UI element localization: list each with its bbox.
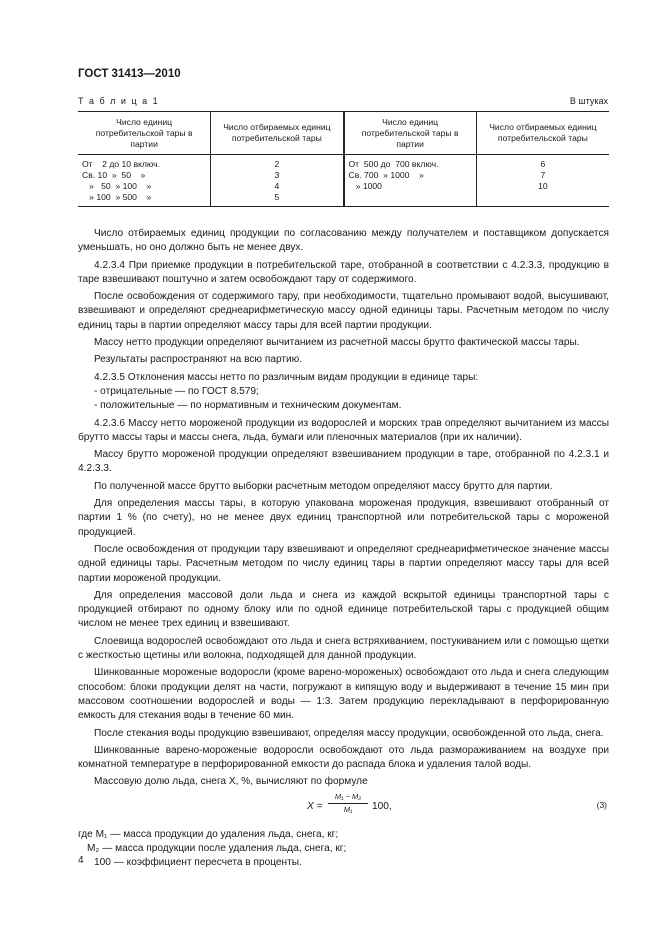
- paragraph: Массу брутто мороженой продукции определяют взвешиванием продукции в таре, отобранной по 4.2.3.1 и 4.2.3.3.: [78, 449, 609, 475]
- cell-value: » 100 » 500 »: [82, 192, 152, 202]
- paragraph: Слоевища водорослей освобождают ото льда и снега встряхиванием, постукиванием или с помощью щетки с жесткостью щетины или волокна, подходящей для данной продукции.: [78, 635, 609, 662]
- table-row: [78, 155, 609, 207]
- paragraph: Для определения массовой доли льда и снега из каждой вскрытой единицы транспортной тары с продукцией отбирают по одному блоку или по одной единице потребительской тары с продукцией общим числом не менее трех единиц и взвешивают.: [78, 589, 609, 630]
- paragraph: 4.2.3.4 При приемке продукции в потребительской таре, отобранной в соответствии с 4.2.3.3, продукцию в таре взвешивают поштучно и затем освобождают тару от содержимого.: [78, 259, 609, 285]
- formula-lhs: X =: [307, 800, 323, 812]
- col-sampled-units-2: [476, 155, 609, 207]
- paragraph: 4.2.3.5 Отклонения массы нетто по различным видам продукции в единице тары:: [94, 371, 479, 383]
- document-body: [78, 227, 609, 871]
- header-batch-units-1: Число единиц потребительской тары в партии: [78, 112, 211, 155]
- paragraph: После освобождения от содержимого тару, при необходимости, тщательно промывают водой, высушивают, взвешивают и определяют среднеарифметическую массу одной единицы тары. Расчетным методом по числу единиц тары в партии определяют массу тары для всей партии продукции.: [78, 291, 609, 331]
- cell-value: » 50 » 100 »: [82, 181, 152, 191]
- paragraph: Шинкованные варено-мороженые водоросли освобождают ото льда размораживанием на воздухе при комнатной температуре в перфорированной емкости до распада блока и удаления талой воды.: [78, 744, 609, 771]
- formula-3: [78, 792, 609, 825]
- col-batch-units-2: [344, 155, 477, 207]
- paragraph: Массу нетто продукции определяют вычитанием из расчетной массы брутто фактической массы тары.: [94, 337, 580, 349]
- formula-denominator: M₁: [343, 804, 353, 814]
- table-caption: Т а б л и ц а 1: [78, 96, 160, 106]
- formula-number: (3): [596, 799, 607, 810]
- cell-value: 2: [274, 159, 280, 169]
- cell-value: От 2 до 10 включ.: [82, 159, 161, 169]
- paragraph: После стекания воды продукцию взвешивают, определяя массу продукции, освобожденной ото льда, снега.: [94, 727, 604, 739]
- paragraph: Массовую долю льда, снега X, %, вычисляют по формуле: [94, 776, 368, 788]
- formula-legend: [78, 828, 609, 871]
- col-batch-units-1: [78, 155, 211, 207]
- paragraph: - отрицательные — по ГОСТ 8.579;: [94, 385, 259, 397]
- table-header-row: [78, 112, 609, 155]
- formula-fraction: [328, 792, 368, 815]
- cell-value: Св. 10 » 50 »: [82, 170, 146, 180]
- header-sampled-units-2: Число отбираемых единиц потребительской тары: [476, 112, 609, 155]
- page-number: 4: [78, 855, 84, 866]
- cell-value: 10: [538, 181, 548, 191]
- cell-value: От 500 до 700 включ.: [348, 159, 439, 169]
- col-sampled-units-1: [211, 155, 344, 207]
- paragraph: - положительные — по нормативным и техническим документам.: [94, 400, 402, 412]
- paragraph: Результаты распространяют на всю партию.: [94, 354, 303, 366]
- legend-line: 100 — коэффициент пересчета в проценты.: [94, 857, 302, 869]
- formula-numerator: M₁ − M₂: [328, 792, 368, 804]
- table-units: В штуках: [569, 96, 608, 106]
- document-header: ГОСТ 31413—2010: [78, 68, 181, 80]
- paragraph: 4.2.3.6 Массу нетто мороженой продукции из водорослей и морских трав определяют вычитанием из массы брутто массы тары и массы снега, льда, бумаги или пленочных материалов (при их наличии).: [78, 417, 609, 443]
- cell-value: 4: [274, 181, 280, 191]
- header-sampled-units-1: Число отбираемых единиц потребительской тары: [211, 112, 344, 155]
- cell-value: 7: [540, 170, 546, 180]
- paragraph: После освобождения от продукции тару взвешивают и определяют среднеарифметическое значение массы одной единицы тары. Расчетным методом по числу единиц тары в партии определяют массу тары для всей партии мороженой продукции.: [78, 543, 609, 584]
- formula-multiplier: 100,: [372, 800, 392, 812]
- cell-value: Св. 700 » 1000 »: [348, 170, 424, 180]
- paragraph: По полученной массе брутто выборки расчетным методом определяют массу брутто для партии.: [94, 480, 553, 492]
- paragraph: Число отбираемых единиц продукции по согласованию между получателем и поставщиком допускается уменьшать, но оно должно быть не менее двух.: [78, 228, 609, 254]
- sampling-table: [78, 111, 609, 207]
- cell-value: 5: [274, 192, 280, 202]
- paragraph: Для определения массы тары, в которую упакована мороженая продукция, взвешивают отобранный от партии 1 % (по счету), но не менее двух единиц транспортной или потребительской тары с мороженой продукцией.: [78, 498, 609, 538]
- legend-line: где M₁ — масса продукции до удаления льда, снега, кг;: [78, 828, 339, 840]
- header-batch-units-2: Число единиц потребительской тары в партии: [344, 112, 477, 155]
- legend-line: M₂ — масса продукции после удаления льда, снега, кг;: [87, 842, 347, 854]
- cell-value: 3: [274, 170, 280, 180]
- cell-value: 6: [540, 159, 546, 169]
- paragraph: Шинкованные мороженые водоросли (кроме варено-мороженых) освобождают ото льда и снега следующим способом: блоки продукции делят на части, погружают в кипящую воду и выдерживают в течение 15 мин при массовом соотношении водорослей и воды — 1:3. Затем продукцию перекладывают в перфорированную емкость для стекания воды в течение 60 мин.: [78, 667, 609, 722]
- cell-value: » 1000: [348, 181, 382, 191]
